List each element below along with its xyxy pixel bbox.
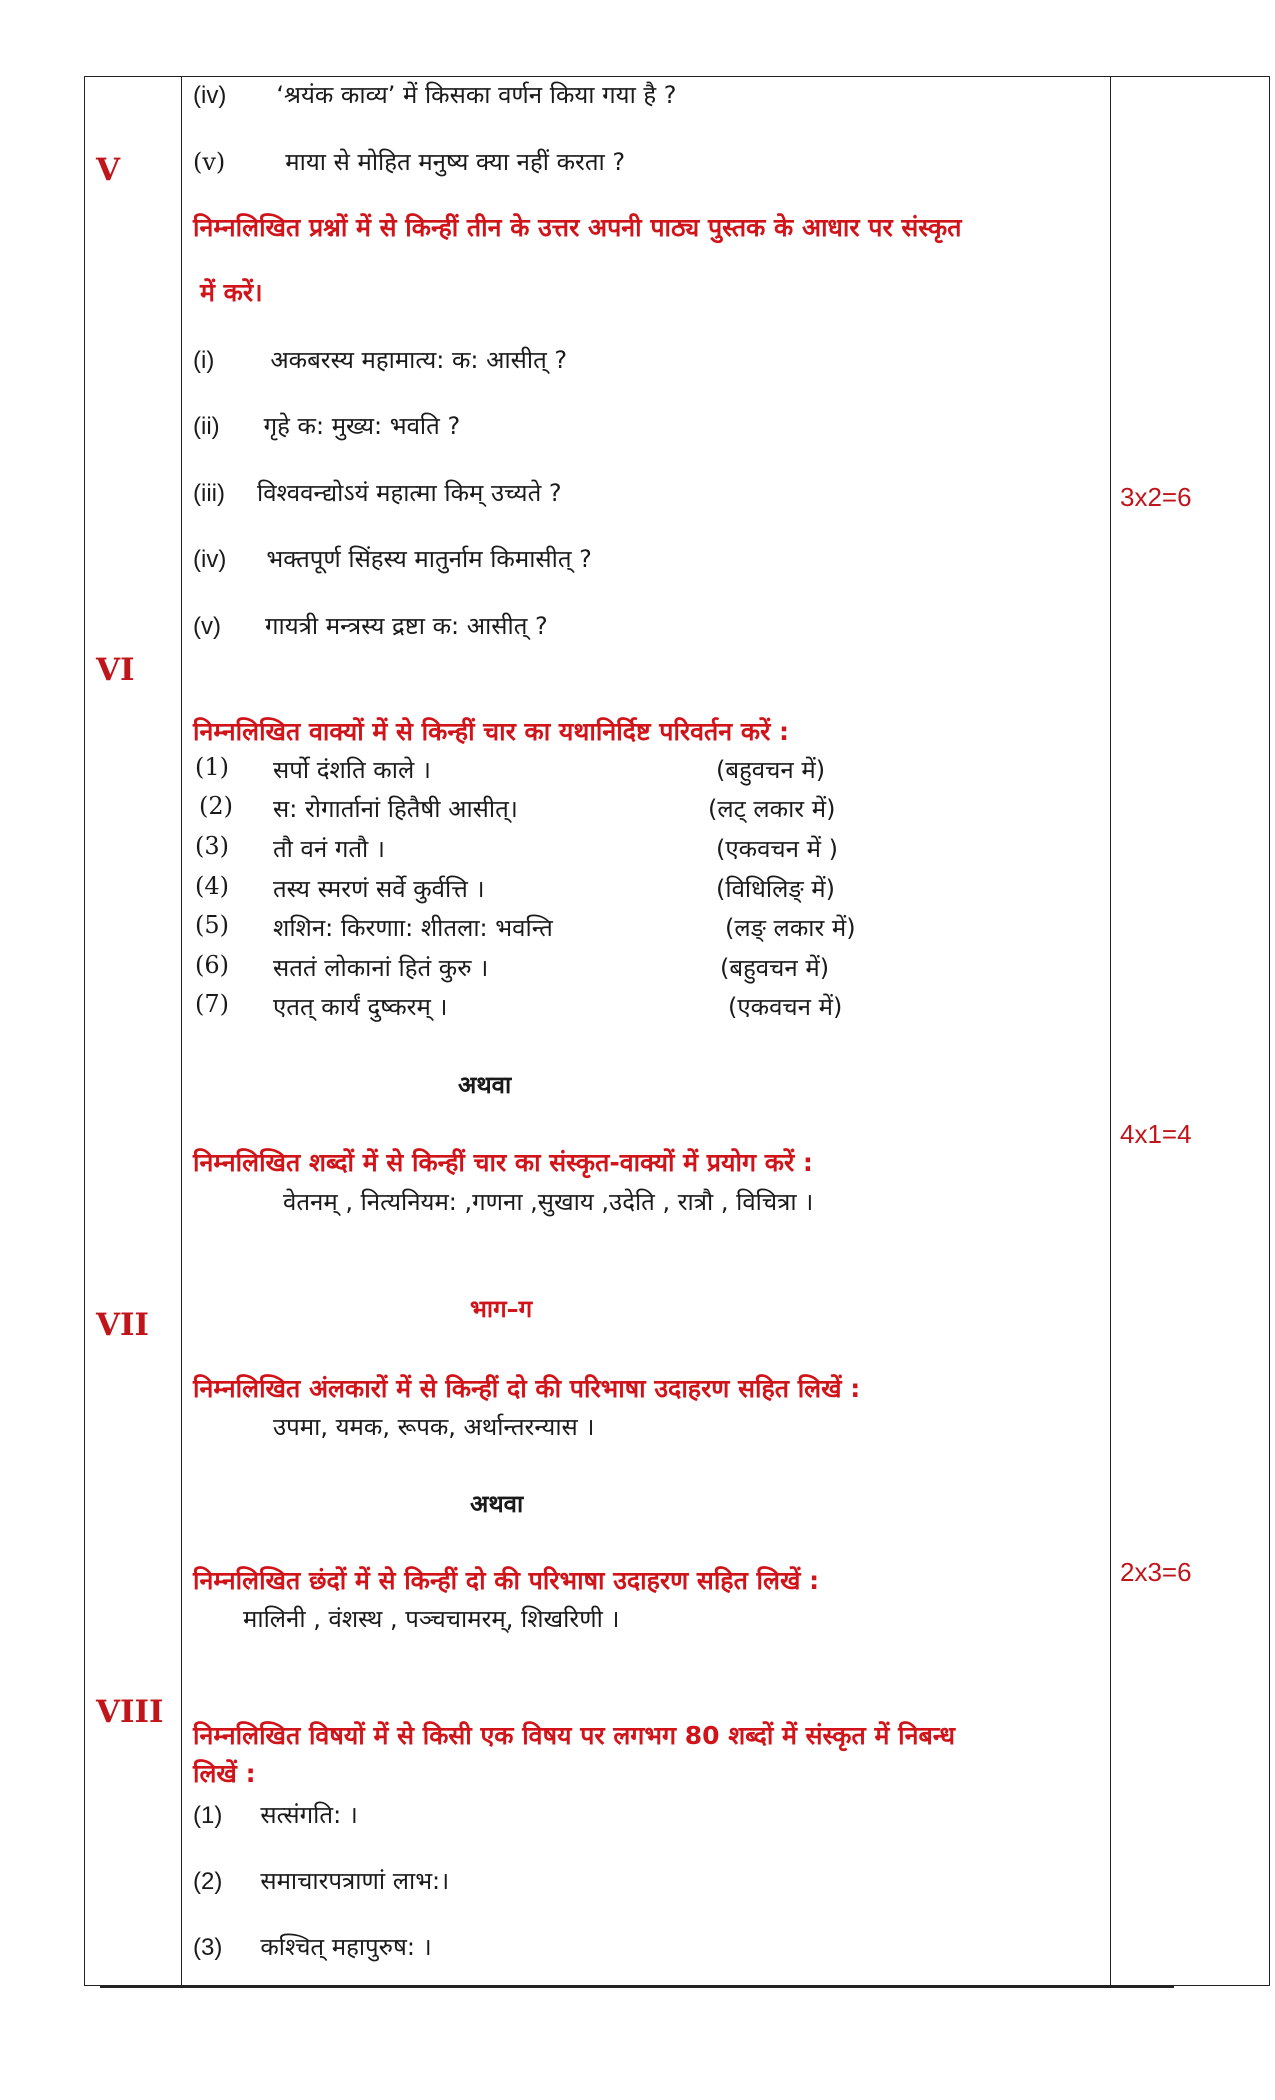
part-heading: भाग–ग bbox=[470, 1295, 533, 1323]
section-vii-heading: निम्नलिखित वाक्यों में से किन्हीं चार का यथानिर्दिष्ट परिवर्तन करें : bbox=[193, 717, 790, 746]
transform-item-label: (3) bbox=[195, 832, 229, 860]
essay-heading-line1: निम्नलिखित विषयों में से किसी एक विषय पर लगभग 80 शब्दों में संस्कृत में निबन्ध bbox=[193, 1721, 956, 1750]
question-item: (v) माया से मोहित मनुष्य क्या नहीं करता ? bbox=[193, 148, 626, 176]
transform-item-text: तौ वनं गतौ । bbox=[273, 835, 385, 863]
section-vii-alt-words: वेतनम् , नित्यनियम: ,गणना ,सुखाय ,उदेति , रात्रौ , विचित्रा । bbox=[283, 1188, 814, 1216]
essay-topic: (2) समाचारपत्राणां लाभ:। bbox=[193, 1867, 450, 1895]
marks-section-vii: 4x1=4 bbox=[1120, 1119, 1192, 1149]
section-number-viii: VIII bbox=[96, 1694, 164, 1730]
question-item: (i) अकबरस्य महामात्य: क: आसीत् ? bbox=[193, 346, 568, 374]
transform-item-instruction: (लङ् लकार में) bbox=[725, 914, 856, 942]
section-vii-alt-heading: निम्नलिखित शब्दों में से किन्हीं चार का संस्कृत-वाक्यों में प्रयोग करें : bbox=[193, 1148, 813, 1177]
transform-item-instruction: (बहुवचन में) bbox=[716, 756, 826, 784]
transform-item-label: (2) bbox=[199, 792, 233, 820]
essay-topic: (3) कश्चित् महापुरुष: । bbox=[193, 1933, 432, 1961]
transform-item-label: (5) bbox=[195, 911, 229, 939]
column-divider-right bbox=[1110, 76, 1111, 1986]
transform-item-text: शशिन: किरणाा: शीतला: भवन्ति bbox=[273, 914, 553, 942]
transform-item-instruction: (बहुवचन में) bbox=[720, 954, 830, 982]
transform-item-label: (4) bbox=[195, 872, 229, 900]
athva-separator: अथवा bbox=[470, 1490, 524, 1518]
question-item: (iii) विश्ववन्द्योऽयं महात्मा किम् उच्यते ? bbox=[193, 479, 562, 507]
transform-item-label: (6) bbox=[195, 951, 229, 979]
essay-heading-line2: लिखें : bbox=[193, 1759, 256, 1788]
transform-item-text: सततं लोकानां हितं कुरु । bbox=[273, 954, 489, 982]
transform-item-instruction: (एकवचन में) bbox=[728, 993, 843, 1021]
alankar-items: उपमा, यमक, रूपक, अर्थान्तरन्यास । bbox=[273, 1413, 595, 1441]
question-item: (v) गायत्री मन्त्रस्य द्रष्टा क: आसीत् ? bbox=[193, 612, 548, 640]
chhand-items: मालिनी , वंशस्थ , पञ्चचामरम्, शिखरिणी । bbox=[243, 1605, 620, 1633]
section-vi-heading-line2: में करें। bbox=[200, 278, 263, 307]
athva-separator: अथवा bbox=[458, 1071, 512, 1099]
question-item: (iv) ‘श्रयंक काव्य’ में किसका वर्णन किया गया है ? bbox=[193, 81, 677, 109]
section-vi-heading-line1: निम्नलिखित प्रश्नों में से किन्हीं तीन के उत्तर अपनी पाठ्य पुस्तक के आधार पर संस्कृत bbox=[193, 213, 962, 242]
transform-item-label: (1) bbox=[195, 753, 229, 781]
essay-topic: (1) सत्संगति: । bbox=[193, 1801, 358, 1829]
transform-item-instruction: (एकवचन में ) bbox=[716, 835, 838, 863]
transform-item-label: (7) bbox=[195, 990, 229, 1018]
marks-section-vi: 3x2=6 bbox=[1120, 482, 1192, 512]
section-number-vii: VII bbox=[96, 1307, 150, 1343]
transform-item-instruction: (विधिलिङ् में) bbox=[716, 875, 836, 903]
alankar-heading: निम्नलिखित अंलकारों में से किन्हीं दो की परिभाषा उदाहरण सहित लिखें : bbox=[193, 1374, 861, 1403]
chhand-heading: निम्नलिखित छंदों में से किन्हीं दो की परिभाषा उदाहरण सहित लिखें : bbox=[193, 1566, 820, 1595]
question-item: (iv) भक्तपूर्ण सिंहस्य मातुर्नाम किमासीत् ? bbox=[193, 545, 592, 573]
column-divider-left bbox=[181, 76, 182, 1986]
transform-item-text: सर्पो दंशति काले । bbox=[273, 756, 431, 784]
section-number-v: V bbox=[96, 152, 121, 188]
transform-item-text: तस्य स्मरणं सर्वे कुर्वत्ति । bbox=[273, 875, 485, 903]
marks-section-viii-a: 2x3=6 bbox=[1120, 1557, 1192, 1587]
transform-item-text: स: रोगार्तानां हितैषी आसीत्। bbox=[273, 795, 518, 823]
question-item: (ii) गृहे क: मुख्य: भवति ? bbox=[193, 412, 461, 440]
table-bottom-rule bbox=[100, 1986, 1174, 1988]
section-number-vi: VI bbox=[96, 652, 135, 688]
transform-item-text: एतत् कार्यं दुष्करम् । bbox=[273, 993, 448, 1021]
transform-item-instruction: (लट् लकार में) bbox=[708, 795, 836, 823]
